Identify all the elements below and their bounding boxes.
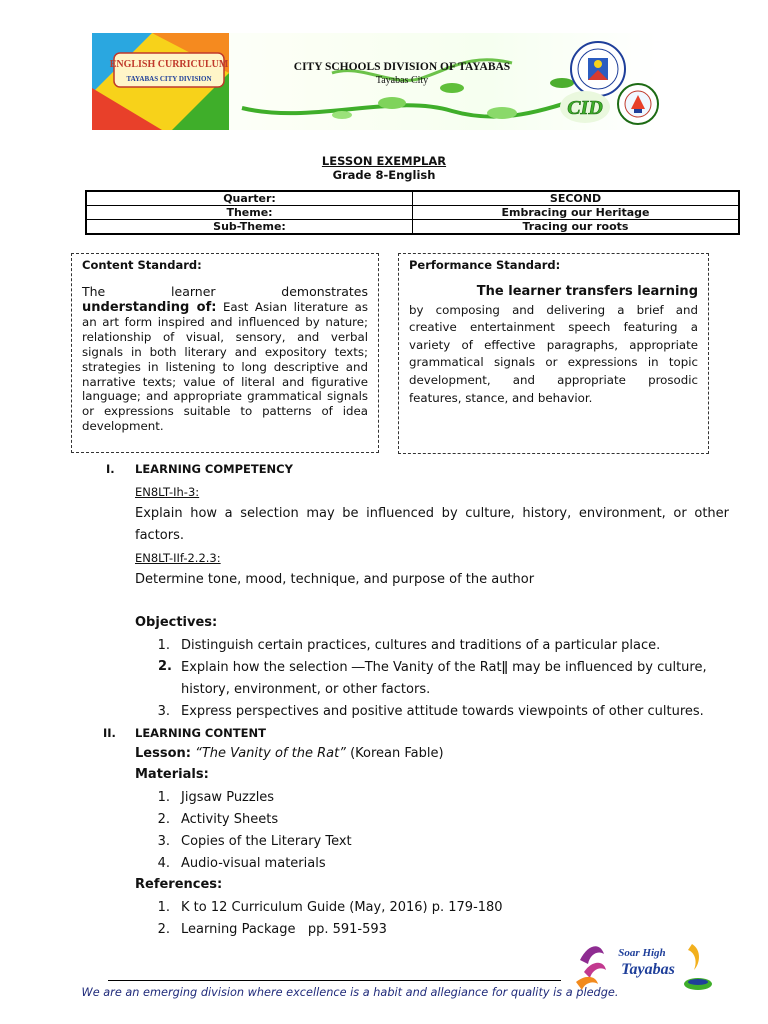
section-heading: LEARNING COMPETENCY <box>135 462 293 476</box>
table-value-cell: Embracing our Heritage <box>413 206 740 220</box>
list-item: K to 12 Curriculum Guide (May, 2016) p. 179-180 <box>181 900 503 915</box>
references-heading: References: <box>135 877 223 892</box>
competency-text: Explain how a selection may be influenced by culture, history, environment, or other <box>135 506 729 521</box>
content-standard-text <box>82 300 368 434</box>
lesson-label: Lesson: <box>135 746 191 761</box>
lesson-note: (Korean Fable) <box>350 746 444 761</box>
table-label-cell: Quarter: <box>86 191 413 206</box>
list-item: Distinguish certain practices, cultures and traditions of a particular place. <box>181 638 661 653</box>
cid-logo <box>559 90 611 124</box>
competency-text: Determine tone, mood, technique, and purpose of the author <box>135 572 535 587</box>
table-row <box>86 220 739 235</box>
list-item: Audio-visual materials <box>181 856 326 871</box>
content-standard-emphasis: understanding of: <box>82 299 217 315</box>
content-standard-heading: Content Standard: <box>82 258 202 272</box>
content-standard-box <box>71 253 379 453</box>
curriculum-logo-line2: TAYABAS CITY DIVISION <box>126 75 212 83</box>
list-number: 2. <box>157 812 170 827</box>
section-heading: LEARNING CONTENT <box>135 726 266 740</box>
content-standard-body: East Asian literature as an art form inspired and influenced by nature; relationship of visual, sensory, and verbal signals in both literary and expository texts; strategies in listening to long descriptive and narrative texts; value of literal and figurative language; and appropriate grammatical signals or expressions suitable to patterns of idea development. <box>82 299 368 433</box>
competency-text: factors. <box>135 528 184 543</box>
grade-subject: Grade 8-English <box>332 168 436 182</box>
table-label-cell: Sub-Theme: <box>86 220 413 235</box>
footer-logo-line1: Soar High <box>618 947 666 959</box>
list-number: 3. <box>157 834 170 849</box>
section-numeral: I. <box>106 462 115 476</box>
list-item: Copies of the Literary Text <box>181 834 352 849</box>
section-numeral: II. <box>103 726 116 740</box>
list-number: 1. <box>157 900 170 915</box>
school-name: CITY SCHOOLS DIVISION OF TAYABAS <box>293 61 511 73</box>
list-number: 3. <box>157 704 170 719</box>
document-title: LESSON EXEMPLAR <box>321 154 447 168</box>
table-label-cell: Theme: <box>86 206 413 220</box>
objectives-heading: Objectives: <box>135 615 218 630</box>
table-value-cell: SECOND <box>413 191 740 206</box>
lesson-line <box>135 746 444 761</box>
performance-standard-body: by composing and delivering a brief and creative entertainment speech featuring a variety of effective paragraphs, appropriate grammatical signals or expressions in topic development, and appropriate prosodic features, stance, and behavior. <box>409 302 698 405</box>
performance-standard-heading: Performance Standard: <box>409 258 561 272</box>
list-number: 2. <box>157 922 170 937</box>
curriculum-logo-line1: ENGLISH CURRICULUM <box>109 59 229 70</box>
list-item: Explain how the selection ―The Vanity of the Ratǁ may be influenced by culture, <box>181 660 707 675</box>
footer-logo-line2: Tayabas <box>621 961 675 978</box>
list-item: history, environment, or other factors. <box>181 682 431 697</box>
performance-standard-lead: The learner transfers learning <box>476 283 698 299</box>
list-item: Activity Sheets <box>181 812 279 827</box>
competency-code: EN8LT-IIf-2.2.3: <box>135 551 221 565</box>
cid-logo-text: CID <box>567 97 603 119</box>
table-row <box>86 191 739 206</box>
footer-motto: We are an emerging division where excellence is a habit and allegiance for quality is a pledge. <box>81 986 619 999</box>
table-value-cell: Tracing our roots <box>413 220 740 235</box>
table-row <box>86 206 739 220</box>
list-number: 4. <box>157 856 170 871</box>
footer-divider <box>108 980 561 981</box>
materials-heading: Materials: <box>135 767 209 782</box>
list-number: 1. <box>157 790 170 805</box>
school-city: Tayabas City <box>375 75 429 86</box>
lesson-info-table <box>85 190 740 235</box>
list-number: 1. <box>157 638 170 653</box>
competency-code: EN8LT-Ih-3: <box>135 485 200 499</box>
content-standard-lead: The learner demonstrates <box>82 283 368 299</box>
list-item: Learning Package pp. 591-593 <box>181 922 387 937</box>
performance-standard-box <box>398 253 709 454</box>
list-number: 2. <box>158 659 172 674</box>
division-seal-icon <box>617 83 659 125</box>
lesson-title: “The Vanity of the Rat” <box>195 746 346 761</box>
list-item: Express perspectives and positive attitude towards viewpoints of other cultures. <box>181 704 704 719</box>
list-item: Jigsaw Puzzles <box>181 790 275 805</box>
english-curriculum-logo <box>92 33 229 130</box>
